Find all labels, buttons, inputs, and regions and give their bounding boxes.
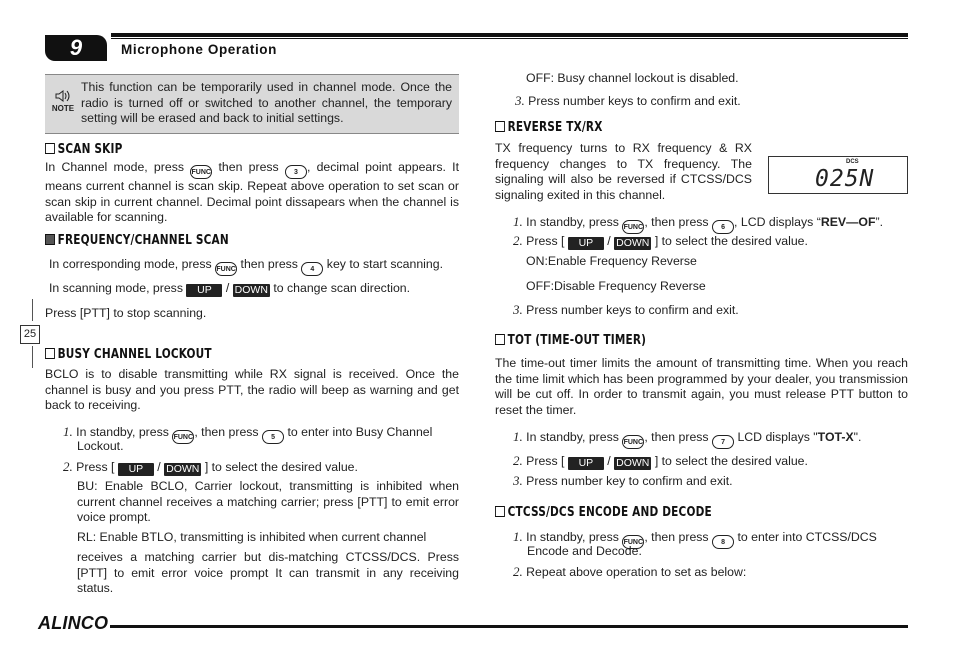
- bclo-rl-option-cont: receives a matching carrier but dis-matching CTCSS/DCS. Press [PTT] to emit error voice prompt It can transmit in any receiving status.: [77, 550, 459, 595]
- reverse-paragraph: TX frequency turns to RX frequency & RX frequency changes to TX frequency. The signaling will also be reversed if CTCSS/DCS signaling exited in this channel.: [495, 141, 752, 202]
- lcd-text-tot-x: TOT-X: [817, 430, 854, 444]
- ctcss-step-1-cont: Encode and Decode.: [527, 544, 642, 558]
- step-number: 2.: [513, 453, 523, 468]
- side-bar-bottom: [32, 346, 33, 368]
- lcd-text-rev-of: REV—OF: [820, 215, 876, 229]
- note-text: This function can be temporarily used in channel mode. Once the radio is turned off or switched to another channel, the temporary setting will be erased and back to initial settings.: [81, 80, 452, 125]
- tot-heading: [495, 333, 646, 348]
- bclo-rl-option: RL: Enable BTLO, transmitting is inhibited when current channel: [77, 530, 427, 544]
- side-bar-top: [32, 299, 33, 321]
- checkbox-square-icon: [45, 348, 55, 359]
- footer-rule: [110, 625, 908, 628]
- scan-skip-title: SCAN SKIP: [57, 142, 123, 157]
- filled-square-icon: [45, 234, 55, 245]
- bclo-step-3: [515, 93, 741, 110]
- key-4-icon: 4: [301, 262, 323, 276]
- text: , then press: [644, 430, 709, 444]
- reverse-title: REVERSE TX/RX: [507, 120, 603, 135]
- key-8-icon: 8: [712, 535, 734, 549]
- down-key-icon: DOWN: [234, 284, 268, 296]
- key-3-icon: 3: [285, 165, 307, 179]
- ctcss-heading: [495, 505, 712, 520]
- reverse-off-option: OFF:Disable Frequency Reverse: [526, 279, 706, 293]
- func-key-icon: FUNC: [622, 220, 644, 234]
- freq-scan-title: FREQUENCY/CHANNEL SCAN: [57, 233, 229, 248]
- step-number: 3.: [513, 473, 523, 488]
- text: /: [607, 454, 611, 468]
- text: to enter into Busy Channel: [287, 425, 433, 439]
- reverse-heading: [495, 120, 602, 135]
- ctcss-title: CTCSS/DCS ENCODE AND DECODE: [507, 505, 712, 520]
- step-number: 1.: [513, 429, 523, 444]
- func-key-icon: FUNC: [622, 535, 644, 549]
- reverse-step-1: [513, 214, 883, 234]
- note-label: NOTE: [51, 104, 75, 113]
- down-key-icon: DOWN: [616, 237, 650, 249]
- down-key-icon: DOWN: [616, 457, 650, 469]
- text: key to start scanning.: [326, 257, 443, 271]
- up-key-icon: UP: [186, 284, 222, 297]
- up-key-icon: UP: [568, 237, 604, 250]
- text: , LCD displays “: [734, 215, 821, 229]
- text: In standby, press: [76, 425, 169, 439]
- tot-paragraph: The time-out timer limits the amount of transmitting time. When you reach the time limit which has been programmed by your dealer, you transmission will be cut off. In order to transmit again, you must release PTT button to reset the timer.: [495, 356, 908, 417]
- text: In standby, press: [526, 215, 619, 229]
- text: to enter into CTCSS/DCS: [737, 530, 877, 544]
- text: , decimal point appears.: [306, 160, 446, 174]
- step-number: 1.: [63, 424, 73, 439]
- header-rule-thin: [111, 38, 908, 39]
- chapter-number: 9: [45, 35, 107, 61]
- checkbox-square-icon: [495, 121, 505, 132]
- down-key-icon: DOWN: [166, 463, 200, 475]
- text: , then press: [644, 215, 709, 229]
- scan-skip-paragraph: [45, 160, 459, 226]
- alinco-logo: ALINCO: [38, 613, 109, 633]
- up-key-icon: UP: [568, 457, 604, 470]
- chapter-title: Microphone Operation: [121, 42, 278, 57]
- reverse-step-3: [513, 302, 739, 319]
- bclo-heading: [45, 347, 212, 362]
- ctcss-step-2: [513, 564, 746, 581]
- bclo-title: BUSY CHANNEL LOCKOUT: [57, 347, 212, 362]
- bclo-paragraph: BCLO is to disable transmitting while RX signal is received. Once the channel is busy and you press PTT, the radio will beep as warning and get back to receiving.: [45, 367, 459, 412]
- page-number: 25: [20, 325, 40, 344]
- tot-step-3: [513, 473, 733, 490]
- text: then press: [240, 257, 298, 271]
- text: Press number keys to confirm and exit.: [528, 94, 741, 108]
- bclo-step-2: [63, 459, 358, 476]
- func-key-icon: FUNC: [622, 435, 644, 449]
- bclo-step-1-cont: Lockout.: [77, 439, 124, 453]
- text: ".: [853, 430, 862, 444]
- text: In scanning mode, press: [49, 281, 183, 295]
- text: In standby, press: [526, 530, 619, 544]
- lcd-value: 025N: [815, 166, 875, 192]
- func-key-icon: FUNC: [215, 262, 237, 276]
- lcd-dcs-label: DCS: [846, 159, 859, 165]
- freq-scan-heading: [45, 233, 229, 248]
- bclo-off-option: OFF: Busy channel lockout is disabled.: [526, 71, 739, 85]
- text: /: [157, 460, 161, 474]
- text: Repeat above operation to set as below:: [526, 565, 747, 579]
- step-number: 3.: [513, 302, 523, 317]
- checkbox-square-icon: [495, 334, 505, 345]
- tot-step-2: [513, 453, 808, 470]
- text: ] to select the desired value.: [654, 234, 808, 248]
- text: Press [: [76, 460, 115, 474]
- text: /: [607, 234, 611, 248]
- text: It means current channel is scan skip. Repeat above operation to set scan or scan skip in current channel. Decimal point dissapears when the channel is available for scanning.: [45, 160, 460, 224]
- checkbox-square-icon: [495, 506, 505, 517]
- up-key-icon: UP: [118, 463, 154, 476]
- step-number: 2.: [513, 564, 523, 579]
- text: ] to select the desired value.: [204, 460, 358, 474]
- checkbox-square-icon: [45, 143, 55, 154]
- step-number: 1.: [513, 529, 523, 544]
- func-key-icon: FUNC: [190, 165, 212, 179]
- text: , then press: [644, 530, 709, 544]
- step-number: 3.: [515, 93, 525, 108]
- text: ”.: [875, 215, 883, 229]
- step-number: 2.: [63, 459, 73, 474]
- reverse-step-2: [513, 233, 808, 250]
- freq-scan-line-1: [49, 257, 443, 276]
- key-7-icon: 7: [712, 435, 734, 449]
- header-rule: [111, 33, 908, 37]
- text: In standby, press: [526, 430, 619, 444]
- text: In corresponding mode, press: [49, 257, 212, 271]
- func-key-icon: FUNC: [172, 430, 194, 444]
- text: , then press: [194, 425, 259, 439]
- text: LCD displays ": [737, 430, 818, 444]
- step-number: 1.: [513, 214, 523, 229]
- reverse-on-option: ON:Enable Frequency Reverse: [526, 254, 697, 268]
- text: Press number keys to confirm and exit.: [526, 303, 739, 317]
- bclo-bu-option: BU: Enable BCLO, Carrier lockout, transmitting is inhibited when current channel receives a matching carrier; press [PTT] to emit error voice prompt.: [77, 479, 459, 524]
- freq-scan-line-3: Press [PTT] to stop scanning.: [45, 306, 207, 320]
- text: to change scan direction.: [273, 281, 411, 295]
- text: Press number key to confirm and exit.: [526, 474, 733, 488]
- step-number: 2.: [513, 233, 523, 248]
- speaker-note-icon: [50, 90, 76, 113]
- tot-title: TOT (TIME-OUT TIMER): [507, 333, 647, 348]
- freq-scan-line-2: [49, 281, 410, 297]
- text: In Channel mode, press: [45, 160, 184, 174]
- key-6-icon: 6: [712, 220, 734, 234]
- text: /: [225, 281, 230, 295]
- key-5-icon: 5: [262, 430, 284, 444]
- tot-step-1: [513, 429, 861, 449]
- text: ] to select the desired value.: [654, 454, 808, 468]
- text: Press [: [526, 454, 565, 468]
- text: then press: [218, 160, 279, 174]
- scan-skip-heading: [45, 142, 123, 157]
- text: Press [: [526, 234, 565, 248]
